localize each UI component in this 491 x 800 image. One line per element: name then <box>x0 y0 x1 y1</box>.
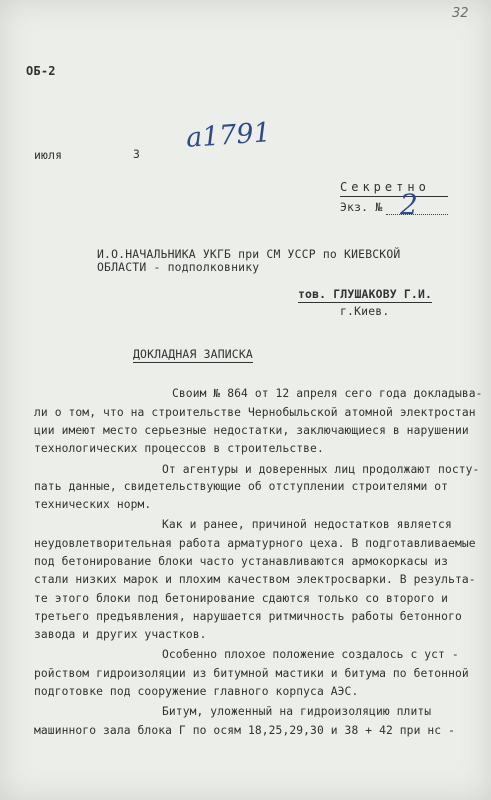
classification-rule <box>340 196 448 197</box>
body-line: Как и ранее, причиной недостатков является <box>162 518 452 531</box>
body-line: третьего предъявления, нарушается ритмичность работы бетонного <box>34 610 462 623</box>
body-line: Своим № 864 от 12 апреля сего года докладыва- <box>172 387 483 400</box>
addressee-city: г.Киев. <box>340 304 390 318</box>
copy-number: 2 <box>400 188 418 221</box>
body-line: Особенно плохое положение создалось с уст - <box>162 648 459 661</box>
body-line: под бетонирование блоки часто устанавливаются армокоркасы из <box>34 555 449 568</box>
body-line: завода и других участков. <box>34 628 207 641</box>
page-number: 32 <box>452 6 469 21</box>
body-line: неудовлетворительная работа арматурного цеха. В подготавливаемые <box>34 537 476 550</box>
copy-number-rule <box>386 214 448 215</box>
archive-number: a1791 <box>185 117 272 154</box>
classification-label: Секретно <box>340 180 430 194</box>
body-line: Битум, уложенный на гидроизоляцию плиты <box>162 705 432 718</box>
body-line: ройством гидроизоляции из битумной мастики и битума по бетонной <box>34 667 469 680</box>
body-line: пать данные, свидетельствующие об отступлении строителями от <box>34 480 449 493</box>
body-line: технических норм. <box>34 498 152 511</box>
document-title: ДОКЛАДНАЯ ЗАПИСКА <box>133 347 253 361</box>
body-line: подготовке под сооружение главного корпуса АЭС. <box>34 685 359 698</box>
addressee-line-1: И.О.НАЧАЛЬНИКА УКГБ при СМ УССР по КИЕВСКОЙ <box>97 247 401 261</box>
copy-label: Экз. № <box>340 200 383 214</box>
addressee-name: тов. ГЛУШАКОВУ Г.И. <box>298 287 433 301</box>
date-day: 3 <box>133 147 141 161</box>
body-line: стали низких марок и плохим качеством электросварки. В результа- <box>34 573 476 586</box>
document-code: ОБ-2 <box>26 64 56 78</box>
body-line: ции имеют место серьезные недостатки, заключающиеся в нарушении <box>34 424 469 437</box>
date-month: июля <box>34 148 63 162</box>
body-line: машинного зала блока Г по осям 18,25,29,30 и 38 + 42 при нс - <box>34 724 455 737</box>
body-line: те этого блоки под бетонирование сдаются только со второго и <box>34 592 449 605</box>
body-line: ли о том, что на строительстве Чернобыльской атомной электростан <box>34 406 476 419</box>
body-line: От агентуры и доверенных лиц продолжают посту- <box>162 463 480 476</box>
addressee-line-2: ОБЛАСТИ - подполковнику <box>97 260 260 274</box>
body-line: технологических процессов в строительстве. <box>34 442 324 455</box>
